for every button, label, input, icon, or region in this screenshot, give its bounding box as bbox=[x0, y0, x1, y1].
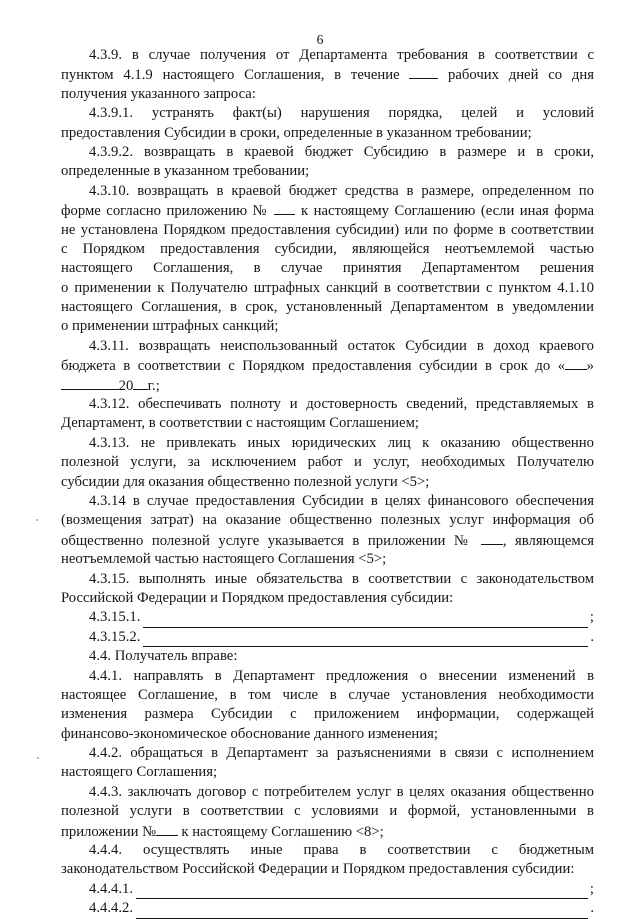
blank-field bbox=[61, 376, 119, 390]
text-line: полезной услуги в соответствии с условиями и формой, установленными в bbox=[61, 803, 594, 820]
scan-speck bbox=[37, 757, 39, 759]
page-number: 6 bbox=[316, 32, 324, 47]
text-line: приложении № к настоящему Соглашению <8>; bbox=[61, 823, 384, 840]
fill-label: 4.3.15.2. bbox=[89, 628, 141, 645]
blank-field bbox=[274, 201, 296, 215]
paragraph-4-3-14 bbox=[61, 492, 594, 570]
text-line: законодательством Российской Федерации и Порядком предоставления субсидии: bbox=[61, 861, 575, 878]
text-line: определенные в указанном требовании; bbox=[61, 163, 310, 180]
paragraph-4-3-12 bbox=[61, 395, 594, 434]
blank-line bbox=[143, 633, 588, 647]
paragraph-4-3-11 bbox=[61, 337, 594, 395]
text-line: неотъемлемой частью настоящего Соглашения <5>; bbox=[61, 551, 387, 568]
text-line: финансово-экономическое обоснование данного изменения; bbox=[61, 725, 438, 742]
text-line: с Порядком предоставления субсидии, являющейся неотъемлемой частью bbox=[61, 240, 594, 257]
fill-end-mark: ; bbox=[589, 609, 594, 626]
text-line: полезной услуги, за исключением работ и услуг, необходимых Получателю bbox=[61, 454, 594, 471]
text-line: 4.3.9.1. устранять факт(ы) нарушения порядка, целей и условий bbox=[89, 105, 594, 122]
paragraph-4-3-9-2 bbox=[61, 143, 594, 182]
paragraph-4-3-9 bbox=[61, 46, 594, 104]
paragraph-4-4-2 bbox=[61, 744, 594, 783]
blank-field bbox=[133, 376, 147, 390]
text-line: 4.3.9.2. возвращать в краевой бюджет Субсидию в размере и в сроки, bbox=[89, 143, 594, 160]
text-line: 4.3.9. в случае получения от Департамента требования в соответствии с bbox=[89, 47, 594, 63]
text-line: субсидии для оказания общественно полезной услуги <5>; bbox=[61, 473, 430, 490]
section-heading-4-4: 4.4. Получатель вправе: bbox=[89, 648, 238, 665]
fill-line bbox=[61, 899, 594, 918]
paragraph-4-4-3 bbox=[61, 783, 594, 841]
text-line: о применении штрафных санкций; bbox=[61, 318, 279, 335]
text-line: настоящего Соглашения, в срок, установленный Департаментом в уведомлении bbox=[61, 299, 594, 316]
blank-line bbox=[136, 885, 588, 899]
fill-line bbox=[61, 608, 594, 627]
fill-end-mark: . bbox=[590, 628, 594, 645]
text-line: настоящего Соглашения, в случае принятия Департаментом решения bbox=[61, 260, 594, 277]
paragraph-4-4-1 bbox=[61, 667, 594, 745]
text-line: бюджета в соответствии с Порядком предоставления субсидии в срок до « » bbox=[61, 358, 594, 375]
text-line: 4.4.3. заключать договор с потребителем услуг в целях оказания общественно bbox=[89, 783, 594, 800]
paragraph-4-3-10 bbox=[61, 182, 594, 337]
text-line: пунктом 4.1.9 настоящего Соглашения, в течение рабочих дней со дня bbox=[61, 67, 594, 84]
text-line: общественно полезной услуге указывается в приложении № , являющемся bbox=[61, 532, 595, 549]
text-line: 4.3.14 в случае предоставления Субсидии в целях финансового обеспечения bbox=[89, 492, 594, 509]
blank-line bbox=[136, 905, 588, 919]
text-line: 4.3.12. обеспечивать полноту и достоверность сведений, представляемых в bbox=[89, 396, 594, 413]
text-line: форме согласно приложению № к настоящему Соглашению (если иная форма bbox=[61, 203, 594, 220]
fill-end-mark: ; bbox=[589, 880, 594, 897]
text-line: 4.3.15. выполнять иные обязательства в соответствии с законодательством bbox=[89, 570, 594, 587]
paragraph-4-3-9-1 bbox=[61, 104, 594, 143]
text-line: изменения размера Субсидии с приложением информации, содержащей bbox=[61, 706, 594, 723]
text-line: настоящее Соглашение, в том числе в случае установления необходимости bbox=[61, 686, 594, 703]
text-line: 20 г.; bbox=[61, 376, 594, 395]
text-line: не установлена Порядком предоставления субсидии) или по форме в соответствии bbox=[61, 221, 594, 238]
fill-line bbox=[61, 880, 594, 899]
text-line: 4.3.11. возвращать неиспользованный остаток Субсидии в доход краевого bbox=[89, 337, 594, 354]
text-line: 4.4.2. обращаться в Департамент за разъяснениями в связи с исполнением bbox=[89, 745, 594, 762]
scan-speck bbox=[36, 519, 38, 521]
text-line: 4.3.10. возвращать в краевой бюджет средства в размере, определенном по bbox=[89, 182, 594, 199]
fill-label: 4.4.4.2. bbox=[89, 900, 134, 917]
paragraph-4-3-13 bbox=[61, 434, 594, 492]
blank-line bbox=[143, 614, 588, 628]
fill-label: 4.3.15.1. bbox=[89, 609, 141, 626]
text-line: получения указанного запроса: bbox=[61, 85, 256, 102]
blank-field bbox=[565, 356, 587, 370]
text-line: 4.3.13. не привлекать иных юридических лиц к оказанию общественно bbox=[89, 434, 594, 451]
text-line: (возмещения затрат) на оказание общественно полезных услуг информация об bbox=[61, 512, 594, 529]
blank-field bbox=[156, 822, 178, 836]
text-line: 4.4.4. осуществлять иные права в соответствии с бюджетным bbox=[89, 842, 594, 859]
text-line: 4.4.1. направлять в Департамент предложения о внесении изменений в bbox=[89, 667, 594, 684]
paragraph-4-4-4 bbox=[61, 841, 594, 880]
text-line: Российской Федерации и Порядком предоставления субсидии: bbox=[61, 589, 454, 606]
fill-label: 4.4.4.1. bbox=[89, 880, 134, 897]
paragraph-4-3-15 bbox=[61, 570, 594, 609]
fill-end-mark: . bbox=[590, 900, 594, 917]
blank-field bbox=[481, 531, 503, 545]
text-line: о применении к Получателю штрафных санкций в соответствии с пунктом 4.1.10 bbox=[61, 279, 594, 296]
text-line: предоставления Субсидии в сроки, определенные в указанном требовании; bbox=[61, 124, 532, 141]
text-line: Департамент, в соответствии с настоящим Соглашением; bbox=[61, 415, 419, 432]
fill-line bbox=[61, 628, 594, 647]
blank-field bbox=[409, 65, 438, 79]
document-body bbox=[61, 46, 594, 919]
text-line: настоящего Соглашения; bbox=[61, 764, 218, 781]
